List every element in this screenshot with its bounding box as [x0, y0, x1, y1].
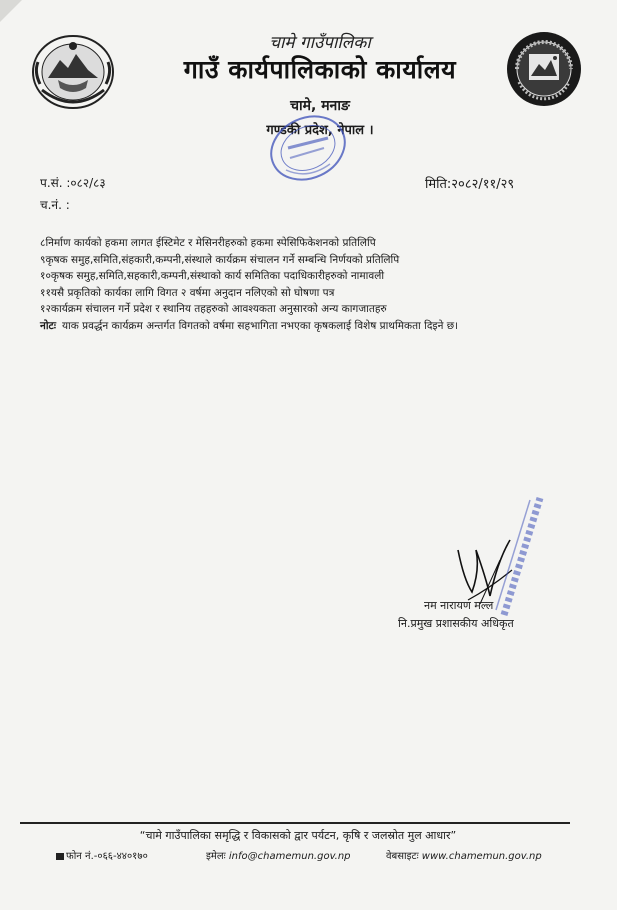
office-location-province: गण्डकी प्रदेश, नेपाल ।	[266, 123, 374, 138]
note	[40, 318, 580, 335]
phone-label: फोन नं.-	[66, 851, 98, 862]
signer-name: नम नारायण मल्ल	[424, 599, 494, 612]
officer-seal-icon	[492, 490, 552, 620]
list-item: १२कार्यक्रम संचालन गर्ने प्रदेश र स्थानिय तहहरुको आवश्यकता अनुसारको अन्य कागजातहरु	[40, 303, 387, 315]
footer-website	[386, 848, 542, 862]
nepal-emblem-icon	[28, 32, 118, 112]
office-stamp-icon	[258, 108, 358, 186]
reference-number: प.सं. :०८२/८३	[40, 176, 106, 190]
footer-contact	[56, 848, 576, 864]
letter-date: मिति:२०८२/११/२९	[425, 177, 515, 192]
signer-designation: नि.प्रमुख प्रशासकीय अधिकृत	[398, 617, 514, 630]
website-label: वेबसाइटः	[386, 851, 419, 862]
page-corner	[0, 0, 22, 22]
phone-icon	[56, 853, 64, 860]
note-text: याक प्रवर्द्धन कार्यक्रम अन्तर्गत विगतको वर्षमा सहभागिता नभएका कृषकलाई विशेष प्राथमिकता दिइने छ।	[61, 319, 459, 332]
document-checklist	[40, 235, 580, 334]
footer-motto: “चामे गाउँपालिका समृद्धि र विकासको द्वार पर्यटन, कृषि र जलस्रोत मुल आधार”	[139, 829, 457, 842]
email-link[interactable]: info@chamemun.gov.np	[228, 851, 351, 862]
list-item: ९कृषक समुह,समिति,संहकारी,कम्पनी,संस्थाले कार्यक्रम संचालन गर्ने सम्बन्धि निर्णयको प्रतिलिपि	[40, 253, 400, 266]
website-link[interactable]: www.chamemun.gov.np	[421, 851, 542, 862]
office-subtitle: चामे गाउँपालिका	[269, 33, 371, 53]
office-location-district: चामे, मनाङ	[290, 98, 350, 114]
list-item: ८निर्माण कार्यको हकमा लागत ईस्टिमेट र मेसिनरीहरुको हकमा स्पेसिफिकेशनको प्रतिलिपि	[40, 237, 376, 249]
email-label: इमेलः	[206, 851, 226, 862]
office-title: गाउँ कार्यपालिकाको कार्यालय	[183, 55, 457, 84]
list-item: १०कृषक समुह,समिति,सहकारी,कम्पनी,संस्थाको कार्य समितिका पदाधिकारीहरुको नामावली	[40, 270, 385, 282]
note-label: नोटः	[40, 319, 56, 332]
municipality-logo-icon	[505, 30, 583, 108]
footer-email	[206, 848, 351, 862]
phone-value: ०६६-४४०१७०	[97, 851, 148, 862]
dispatch-number: च.नं. :	[40, 198, 70, 212]
footer-divider	[20, 822, 570, 824]
list-item: ११यसै प्रकृतिको कार्यका लागि विगत २ वर्षमा अनुदान नलिएको सो घोषणा पत्र	[40, 286, 335, 299]
footer-phone	[56, 848, 148, 862]
